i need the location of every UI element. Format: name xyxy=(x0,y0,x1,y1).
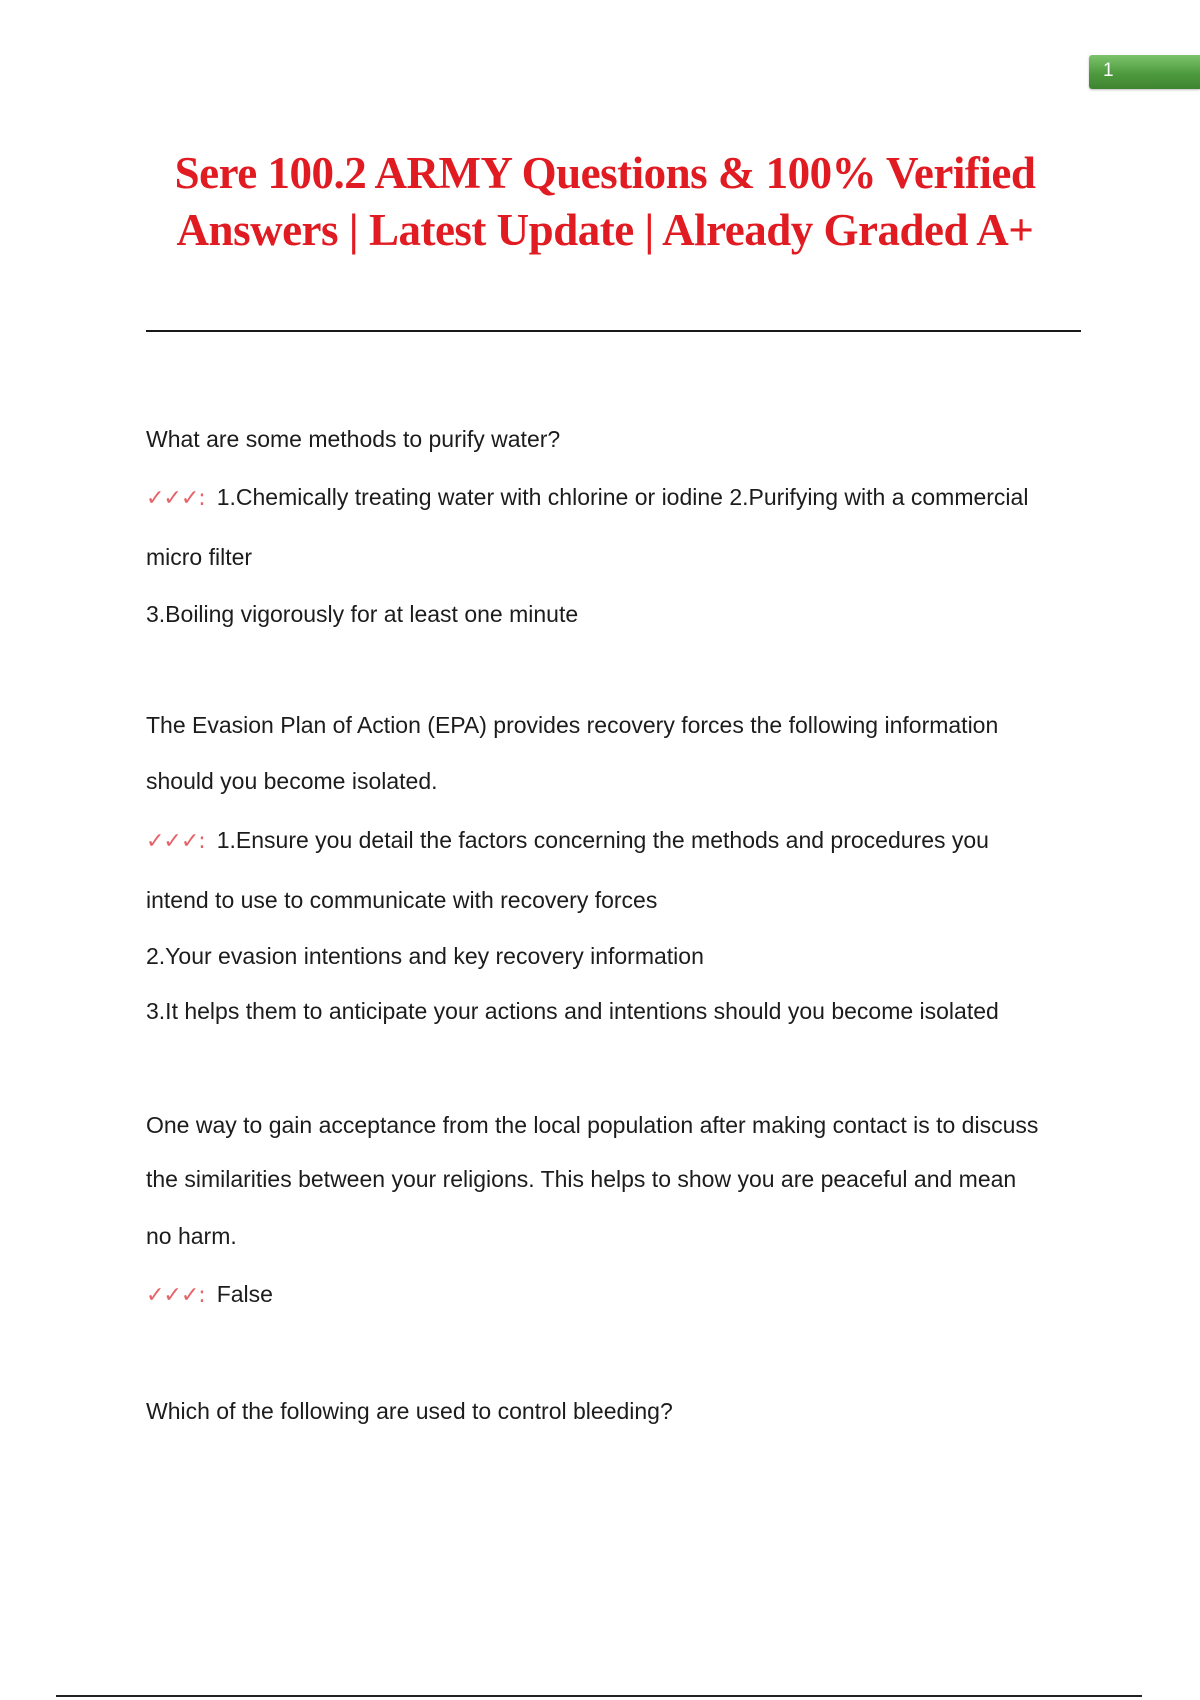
title-line-1: Sere 100.2 ARMY Questions & 100% Verified xyxy=(174,148,1036,198)
question-3-line-1: One way to gain acceptance from the local population after making contact is to discuss xyxy=(146,1112,1039,1138)
answer-2-line-4: 3.It helps them to anticipate your actions and intentions should you become isolated xyxy=(146,998,999,1024)
page-bottom-divider xyxy=(56,1695,1142,1697)
answer-2-text: 1.Ensure you detail the factors concerning the methods and procedures you xyxy=(216,827,989,853)
question-3-line-2: the similarities between your religions. This helps to show you are peaceful and mean xyxy=(146,1166,1017,1192)
question-4-line-1: Which of the following are used to control bleeding? xyxy=(146,1398,673,1424)
answer-1-line-2: micro filter xyxy=(146,544,253,570)
answer-1-text: 1.Chemically treating water with chlorine or iodine 2.Purifying with a commercial xyxy=(216,484,1029,510)
title-line-2: Answers | Latest Update | Already Graded A+ xyxy=(176,205,1034,255)
answer-2-line-3: 2.Your evasion intentions and key recovery information xyxy=(146,943,704,969)
question-2-line-1: The Evasion Plan of Action (EPA) provides recovery forces the following information xyxy=(146,712,999,738)
answer-3-text: False xyxy=(216,1281,273,1307)
page-number: 1 xyxy=(1103,60,1114,81)
question-1-line-1: What are some methods to purify water? xyxy=(146,426,561,452)
answer-1-line-1 xyxy=(146,482,1028,514)
checkmarks-icon: ✓✓✓: xyxy=(146,486,205,511)
question-2-line-2: should you become isolated. xyxy=(146,768,438,794)
checkmarks-icon: ✓✓✓: xyxy=(146,1283,205,1308)
title-divider xyxy=(146,330,1081,332)
document-title xyxy=(120,145,1090,259)
answer-2-line-1 xyxy=(146,825,989,857)
page-number-badge xyxy=(1089,55,1200,89)
checkmarks-icon: ✓✓✓: xyxy=(146,829,205,854)
question-3-line-3: no harm. xyxy=(146,1223,237,1249)
answer-1-line-3: 3.Boiling vigorously for at least one minute xyxy=(146,601,579,627)
answer-3-line-1 xyxy=(146,1279,273,1311)
answer-2-line-2: intend to use to communicate with recovery forces xyxy=(146,887,658,913)
